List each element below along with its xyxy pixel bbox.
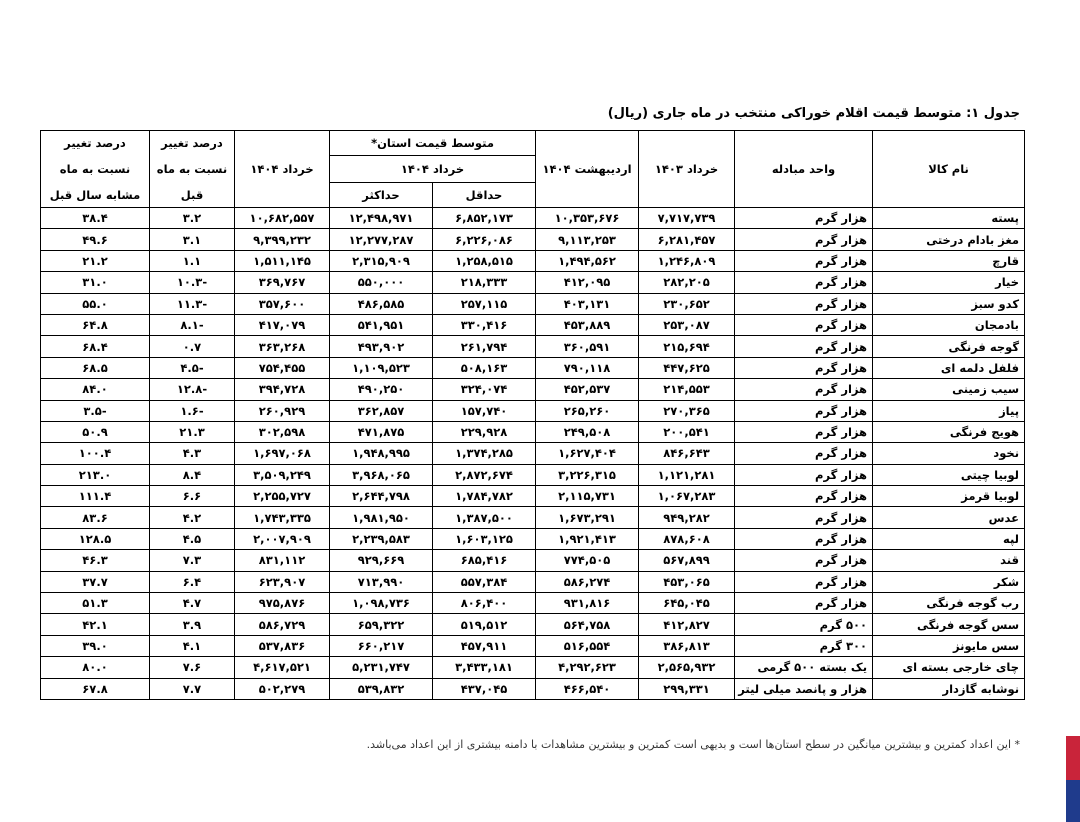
header-khordad-1404-group: خرداد ۱۴۰۴ (330, 156, 536, 183)
table-header (41, 131, 1025, 208)
cell-max: ۳,۹۶۸,۰۶۵ (330, 464, 433, 485)
cell-khordad-1403: ۲۱۴,۵۵۳ (639, 379, 735, 400)
cell-ordibehesht-1404: ۴,۲۹۲,۶۲۳ (536, 657, 639, 678)
header-unit: واحد مبادله (735, 131, 873, 208)
cell-unit: هزار گرم (735, 571, 873, 592)
cell-change-year: ۱۱۱.۴ (41, 486, 150, 507)
cell-khordad-1403: ۳۸۶,۸۱۳ (639, 635, 735, 656)
cell-unit: هزار گرم (735, 229, 873, 250)
cell-ordibehesht-1404: ۷۹۰,۱۱۸ (536, 357, 639, 378)
cell-unit: هزار گرم (735, 550, 873, 571)
header-change-year-line1: درصد تغییر (41, 131, 150, 156)
cell-khordad-1404: ۳۵۷,۶۰۰ (235, 293, 330, 314)
cell-khordad-1403: ۱,۱۲۱,۲۸۱ (639, 464, 735, 485)
cell-ordibehesht-1404: ۴۵۳,۸۸۹ (536, 314, 639, 335)
cell-min: ۲۱۸,۳۳۳ (433, 272, 536, 293)
header-change-year-line3: مشابه سال قبل (41, 183, 150, 208)
price-table (40, 130, 1025, 700)
cell-name: سیب زمینی (873, 379, 1025, 400)
cell-name: رب گوجه فرنگی (873, 593, 1025, 614)
cell-change-year: ۴۲.۱ (41, 614, 150, 635)
cell-change-year: ۸۳.۶ (41, 507, 150, 528)
cell-khordad-1403: ۲۱۵,۶۹۴ (639, 336, 735, 357)
cell-max: ۴۸۶,۵۸۵ (330, 293, 433, 314)
cell-name: لپه (873, 528, 1025, 549)
cell-max: ۷۱۳,۹۹۰ (330, 571, 433, 592)
cell-ordibehesht-1404: ۴۵۲,۵۳۷ (536, 379, 639, 400)
cell-min: ۱,۲۵۸,۵۱۵ (433, 250, 536, 271)
cell-change-year: ۳۷.۷ (41, 571, 150, 592)
cell-min: ۸۰۶,۴۰۰ (433, 593, 536, 614)
cell-change-year: ۲۱۳.۰ (41, 464, 150, 485)
cell-unit: هزار گرم (735, 464, 873, 485)
cell-khordad-1403: ۲۹۹,۳۳۱ (639, 678, 735, 699)
cell-max: ۱,۱۰۹,۵۲۳ (330, 357, 433, 378)
cell-change-year: ۴۹.۶ (41, 229, 150, 250)
cell-unit: هزار گرم (735, 379, 873, 400)
cell-min: ۱,۷۸۴,۷۸۲ (433, 486, 536, 507)
cell-min: ۳,۴۳۳,۱۸۱ (433, 657, 536, 678)
cell-ordibehesht-1404: ۹۳۱,۸۱۶ (536, 593, 639, 614)
cell-min: ۴۵۷,۹۱۱ (433, 635, 536, 656)
cell-max: ۵۴۱,۹۵۱ (330, 314, 433, 335)
cell-min: ۴۳۷,۰۴۵ (433, 678, 536, 699)
header-min: حداقل (433, 183, 536, 208)
cell-change-month: ۰.۷ (150, 336, 235, 357)
table-row (41, 593, 1025, 614)
cell-min: ۲۶۱,۷۹۴ (433, 336, 536, 357)
cell-change-month: ۶.۶ (150, 486, 235, 507)
cell-unit: هزار گرم (735, 314, 873, 335)
cell-change-month: ۳.۱ (150, 229, 235, 250)
table-row (41, 678, 1025, 699)
table-row (41, 550, 1025, 571)
header-change-month-line2: نسبت به ماه (150, 156, 235, 183)
cell-name: لوبیا قرمز (873, 486, 1025, 507)
cell-max: ۳۶۲,۸۵۷ (330, 400, 433, 421)
cell-khordad-1403: ۶,۲۸۱,۴۵۷ (639, 229, 735, 250)
cell-ordibehesht-1404: ۱,۶۷۳,۲۹۱ (536, 507, 639, 528)
cell-max: ۲,۲۳۹,۵۸۳ (330, 528, 433, 549)
cell-name: شکر (873, 571, 1025, 592)
cell-change-year: ۳۹.۰ (41, 635, 150, 656)
cell-khordad-1404: ۱۰,۶۸۲,۵۵۷ (235, 208, 330, 229)
cell-khordad-1403: ۲۳۰,۶۵۲ (639, 293, 735, 314)
cell-change-month: -۱۰.۳ (150, 272, 235, 293)
table-row (41, 507, 1025, 528)
cell-max: ۶۶۰,۲۱۷ (330, 635, 433, 656)
cell-min: ۶,۸۵۲,۱۷۳ (433, 208, 536, 229)
table-row (41, 272, 1025, 293)
cell-max: ۴۹۳,۹۰۲ (330, 336, 433, 357)
table-row (41, 635, 1025, 656)
cell-change-month: ۴.۵ (150, 528, 235, 549)
accent-bar-blue (1066, 780, 1080, 822)
cell-change-month: ۴.۱ (150, 635, 235, 656)
cell-name: چای خارجی بسته ای (873, 657, 1025, 678)
cell-khordad-1404: ۵۳۷,۸۳۶ (235, 635, 330, 656)
cell-change-year: ۱۰۰.۴ (41, 443, 150, 464)
footnote: * این اعداد کمترین و بیشترین میانگین در سطح استان‌ها است و بدیهی است کمترین و بیشترین مشاهدات با دامنه بیشتری از این اعداد می‌باشد. (366, 738, 1020, 751)
cell-max: ۱,۰۹۸,۷۳۶ (330, 593, 433, 614)
cell-change-month: ۷.۶ (150, 657, 235, 678)
cell-khordad-1404: ۸۳۱,۱۱۲ (235, 550, 330, 571)
header-change-year-line2: نسبت به ماه (41, 156, 150, 183)
cell-change-year: ۲۱.۲ (41, 250, 150, 271)
cell-khordad-1404: ۱,۷۴۳,۳۳۵ (235, 507, 330, 528)
header-change-month-line3: قبل (150, 183, 235, 208)
cell-min: ۳۳۰,۴۱۶ (433, 314, 536, 335)
cell-unit: هزار گرم (735, 528, 873, 549)
cell-khordad-1404: ۳۹۴,۷۲۸ (235, 379, 330, 400)
cell-ordibehesht-1404: ۱,۴۹۴,۵۶۲ (536, 250, 639, 271)
cell-change-year: ۵۰.۹ (41, 421, 150, 442)
cell-unit: ۵۰۰ گرم (735, 614, 873, 635)
cell-change-month: ۷.۳ (150, 550, 235, 571)
cell-max: ۴۹۰,۲۵۰ (330, 379, 433, 400)
cell-ordibehesht-1404: ۵۸۶,۲۷۴ (536, 571, 639, 592)
header-khordad-1404: خرداد ۱۴۰۴ (235, 131, 330, 208)
header-avg-price-group: متوسط قیمت استان* (330, 131, 536, 156)
cell-min: ۶,۲۲۶,۰۸۶ (433, 229, 536, 250)
cell-max: ۲,۳۱۵,۹۰۹ (330, 250, 433, 271)
cell-name: کدو سبز (873, 293, 1025, 314)
cell-min: ۳۲۴,۰۷۴ (433, 379, 536, 400)
table-row (41, 357, 1025, 378)
cell-khordad-1404: ۳۶۹,۷۶۷ (235, 272, 330, 293)
cell-khordad-1404: ۵۸۶,۷۲۹ (235, 614, 330, 635)
cell-ordibehesht-1404: ۹,۱۱۳,۲۵۳ (536, 229, 639, 250)
header-change-month-line1: درصد تغییر (150, 131, 235, 156)
cell-khordad-1403: ۶۴۵,۰۴۵ (639, 593, 735, 614)
cell-change-month: -۴.۵ (150, 357, 235, 378)
table-row (41, 293, 1025, 314)
cell-max: ۵,۲۳۱,۷۴۷ (330, 657, 433, 678)
cell-change-month: ۸.۴ (150, 464, 235, 485)
cell-ordibehesht-1404: ۳,۲۲۶,۳۱۵ (536, 464, 639, 485)
cell-ordibehesht-1404: ۱,۶۲۷,۴۰۴ (536, 443, 639, 464)
cell-khordad-1403: ۲۷۰,۳۶۵ (639, 400, 735, 421)
cell-min: ۱۵۷,۷۴۰ (433, 400, 536, 421)
cell-khordad-1403: ۲,۵۶۵,۹۳۲ (639, 657, 735, 678)
cell-min: ۱,۶۰۳,۱۲۵ (433, 528, 536, 549)
cell-change-year: ۸۴.۰ (41, 379, 150, 400)
cell-ordibehesht-1404: ۳۶۰,۵۹۱ (536, 336, 639, 357)
cell-change-year: ۶۴.۸ (41, 314, 150, 335)
table-row (41, 657, 1025, 678)
cell-khordad-1404: ۹۷۵,۸۷۶ (235, 593, 330, 614)
cell-ordibehesht-1404: ۵۱۶,۵۵۴ (536, 635, 639, 656)
cell-min: ۵۰۸,۱۶۳ (433, 357, 536, 378)
cell-unit: ۳۰۰ گرم (735, 635, 873, 656)
cell-khordad-1403: ۸۴۶,۶۴۳ (639, 443, 735, 464)
cell-change-year: ۱۲۸.۵ (41, 528, 150, 549)
table-row (41, 443, 1025, 464)
cell-ordibehesht-1404: ۲,۱۱۵,۷۳۱ (536, 486, 639, 507)
cell-ordibehesht-1404: ۴۱۲,۰۹۵ (536, 272, 639, 293)
cell-change-month: ۲۱.۳ (150, 421, 235, 442)
header-ordibehesht-1404: اردیبهشت ۱۴۰۴ (536, 131, 639, 208)
cell-khordad-1403: ۲۵۳,۰۸۷ (639, 314, 735, 335)
table-row (41, 336, 1025, 357)
cell-change-month: ۳.۹ (150, 614, 235, 635)
cell-name: عدس (873, 507, 1025, 528)
cell-change-month: ۳.۲ (150, 208, 235, 229)
cell-unit: یک بسته ۵۰۰ گرمی (735, 657, 873, 678)
cell-max: ۵۵۰,۰۰۰ (330, 272, 433, 293)
cell-khordad-1404: ۴,۶۱۷,۵۲۱ (235, 657, 330, 678)
table-row (41, 208, 1025, 229)
cell-unit: هزار گرم (735, 208, 873, 229)
cell-name: سس مایونز (873, 635, 1025, 656)
cell-khordad-1404: ۴۱۷,۰۷۹ (235, 314, 330, 335)
cell-ordibehesht-1404: ۲۶۵,۲۶۰ (536, 400, 639, 421)
cell-max: ۴۷۱,۸۷۵ (330, 421, 433, 442)
cell-max: ۲,۶۴۴,۷۹۸ (330, 486, 433, 507)
cell-khordad-1403: ۴۵۳,۰۶۵ (639, 571, 735, 592)
cell-name: پسته (873, 208, 1025, 229)
table-row (41, 614, 1025, 635)
cell-change-month: ۶.۴ (150, 571, 235, 592)
cell-change-year: -۳.۵ (41, 400, 150, 421)
cell-change-year: ۳۱.۰ (41, 272, 150, 293)
cell-name: قند (873, 550, 1025, 571)
cell-khordad-1403: ۲۸۲,۲۰۵ (639, 272, 735, 293)
cell-unit: هزار گرم (735, 507, 873, 528)
table-row (41, 314, 1025, 335)
cell-unit: هزار گرم (735, 250, 873, 271)
cell-khordad-1403: ۴۴۷,۶۲۵ (639, 357, 735, 378)
cell-change-month: ۱.۱ (150, 250, 235, 271)
cell-max: ۱,۹۴۸,۹۹۵ (330, 443, 433, 464)
cell-name: فلفل دلمه ای (873, 357, 1025, 378)
cell-change-year: ۴۶.۳ (41, 550, 150, 571)
cell-max: ۱,۹۸۱,۹۵۰ (330, 507, 433, 528)
cell-unit: هزار گرم (735, 421, 873, 442)
cell-ordibehesht-1404: ۱۰,۳۵۳,۶۷۶ (536, 208, 639, 229)
cell-ordibehesht-1404: ۵۶۴,۷۵۸ (536, 614, 639, 635)
cell-unit: هزار و پانصد میلی لیتر (735, 678, 873, 699)
cell-khordad-1403: ۹۴۹,۲۸۲ (639, 507, 735, 528)
cell-khordad-1404: ۹,۳۹۹,۲۳۲ (235, 229, 330, 250)
cell-min: ۵۵۷,۳۸۴ (433, 571, 536, 592)
cell-khordad-1403: ۸۷۸,۶۰۸ (639, 528, 735, 549)
cell-khordad-1404: ۵۰۲,۲۷۹ (235, 678, 330, 699)
table-row (41, 571, 1025, 592)
cell-khordad-1404: ۲۶۰,۹۲۹ (235, 400, 330, 421)
cell-min: ۱,۳۷۴,۲۸۵ (433, 443, 536, 464)
cell-khordad-1404: ۳۰۲,۵۹۸ (235, 421, 330, 442)
cell-change-month: -۱۱.۳ (150, 293, 235, 314)
table-row (41, 421, 1025, 442)
cell-max: ۶۵۹,۳۲۲ (330, 614, 433, 635)
cell-max: ۵۳۹,۸۳۲ (330, 678, 433, 699)
cell-khordad-1404: ۷۵۴,۴۵۵ (235, 357, 330, 378)
header-khordad-1403: خرداد ۱۴۰۳ (639, 131, 735, 208)
cell-name: هویج فرنگی (873, 421, 1025, 442)
cell-khordad-1404: ۲,۲۵۵,۷۲۷ (235, 486, 330, 507)
cell-unit: هزار گرم (735, 400, 873, 421)
cell-change-year: ۳۸.۴ (41, 208, 150, 229)
cell-khordad-1403: ۱,۰۶۷,۲۸۳ (639, 486, 735, 507)
table-row (41, 400, 1025, 421)
cell-ordibehesht-1404: ۷۷۴,۵۰۵ (536, 550, 639, 571)
cell-unit: هزار گرم (735, 593, 873, 614)
cell-name: گوجه فرنگی (873, 336, 1025, 357)
cell-unit: هزار گرم (735, 443, 873, 464)
table-row (41, 229, 1025, 250)
cell-min: ۱,۳۸۷,۵۰۰ (433, 507, 536, 528)
cell-max: ۹۲۹,۶۶۹ (330, 550, 433, 571)
cell-unit: هزار گرم (735, 357, 873, 378)
cell-name: سس گوجه فرنگی (873, 614, 1025, 635)
table-row (41, 464, 1025, 485)
cell-khordad-1404: ۳,۵۰۹,۲۴۹ (235, 464, 330, 485)
cell-unit: هزار گرم (735, 336, 873, 357)
cell-change-month: -۸.۱ (150, 314, 235, 335)
cell-khordad-1403: ۱,۲۴۶,۸۰۹ (639, 250, 735, 271)
cell-min: ۶۸۵,۴۱۶ (433, 550, 536, 571)
cell-name: نخود (873, 443, 1025, 464)
cell-change-month: ۴.۳ (150, 443, 235, 464)
cell-khordad-1404: ۱,۵۱۱,۱۴۵ (235, 250, 330, 271)
cell-min: ۲,۸۷۲,۶۷۴ (433, 464, 536, 485)
cell-ordibehesht-1404: ۱,۹۲۱,۴۱۳ (536, 528, 639, 549)
cell-change-year: ۶۸.۵ (41, 357, 150, 378)
table-body (41, 208, 1025, 700)
table-row (41, 379, 1025, 400)
cell-change-month: -۱۲.۸ (150, 379, 235, 400)
cell-change-year: ۵۵.۰ (41, 293, 150, 314)
cell-khordad-1404: ۱,۶۹۷,۰۶۸ (235, 443, 330, 464)
cell-khordad-1404: ۶۲۳,۹۰۷ (235, 571, 330, 592)
cell-name: لوبیا چیتی (873, 464, 1025, 485)
cell-khordad-1403: ۵۶۷,۸۹۹ (639, 550, 735, 571)
accent-bar-red (1066, 736, 1080, 780)
cell-change-year: ۸۰.۰ (41, 657, 150, 678)
cell-change-month: -۱.۶ (150, 400, 235, 421)
cell-max: ۱۲,۲۷۷,۲۸۷ (330, 229, 433, 250)
header-max: حداکثر (330, 183, 433, 208)
cell-change-year: ۶۸.۴ (41, 336, 150, 357)
cell-khordad-1403: ۴۱۲,۸۲۷ (639, 614, 735, 635)
table-row (41, 250, 1025, 271)
cell-name: قارچ (873, 250, 1025, 271)
cell-name: مغز بادام درختی (873, 229, 1025, 250)
cell-change-month: ۴.۷ (150, 593, 235, 614)
cell-change-year: ۶۷.۸ (41, 678, 150, 699)
cell-name: خیار (873, 272, 1025, 293)
cell-ordibehesht-1404: ۲۴۹,۵۰۸ (536, 421, 639, 442)
cell-khordad-1404: ۳۶۳,۲۶۸ (235, 336, 330, 357)
cell-name: پیاز (873, 400, 1025, 421)
cell-unit: هزار گرم (735, 272, 873, 293)
cell-unit: هزار گرم (735, 486, 873, 507)
cell-change-year: ۵۱.۳ (41, 593, 150, 614)
table-caption: جدول ۱: متوسط قیمت اقلام خوراکی منتخب در ماه جاری (ریال) (607, 106, 1020, 121)
cell-ordibehesht-1404: ۴۶۶,۵۴۰ (536, 678, 639, 699)
cell-khordad-1403: ۲۰۰,۵۴۱ (639, 421, 735, 442)
table-row (41, 486, 1025, 507)
cell-name: بادمجان (873, 314, 1025, 335)
cell-change-month: ۴.۲ (150, 507, 235, 528)
cell-change-month: ۷.۷ (150, 678, 235, 699)
cell-unit: هزار گرم (735, 293, 873, 314)
cell-min: ۲۲۹,۹۲۸ (433, 421, 536, 442)
header-name: نام کالا (873, 131, 1025, 208)
cell-name: نوشابه گازدار (873, 678, 1025, 699)
cell-max: ۱۲,۴۹۸,۹۷۱ (330, 208, 433, 229)
cell-min: ۲۵۷,۱۱۵ (433, 293, 536, 314)
cell-ordibehesht-1404: ۴۰۳,۱۳۱ (536, 293, 639, 314)
cell-khordad-1404: ۲,۰۰۷,۹۰۹ (235, 528, 330, 549)
cell-khordad-1403: ۷,۷۱۷,۷۳۹ (639, 208, 735, 229)
cell-min: ۵۱۹,۵۱۲ (433, 614, 536, 635)
table-row (41, 528, 1025, 549)
